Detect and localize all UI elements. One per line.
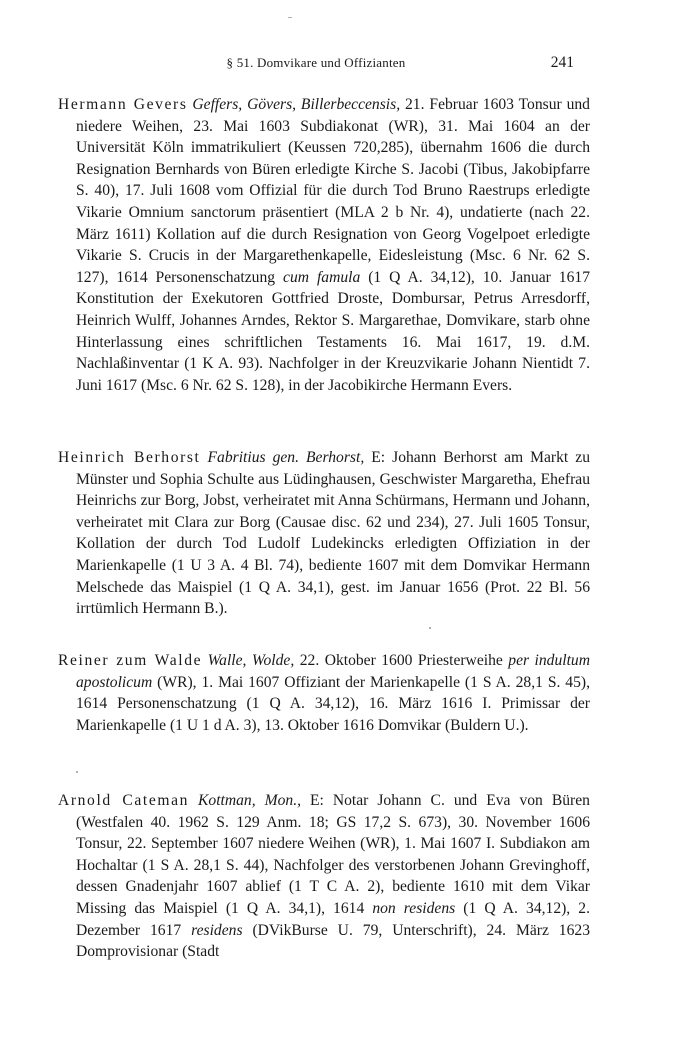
entry-text-cont: (1 Q A. 34,12), 2. Dezember 1617 xyxy=(76,899,590,939)
entry-italic: per indultum apostolicum xyxy=(76,652,590,691)
entry-text-cont: (DVikBurse U. 79, Unterschrift), 24. März 1623 Domprovisionar (Stadt xyxy=(76,921,590,961)
entry-text: 22. Oktober 1600 Priesterweihe xyxy=(299,652,503,669)
entry-arnold-cateman xyxy=(58,790,590,963)
name-variants: Walle, Wolde, xyxy=(207,652,295,669)
entry-name: Heinrich Berhorst xyxy=(58,449,201,466)
scan-speck xyxy=(429,627,431,629)
page-number: 241 xyxy=(550,54,574,71)
name-variants: Fabritius gen. Berhorst, xyxy=(207,449,365,466)
name-variants: Geffers, Gövers, Billerbeccensis, xyxy=(192,96,401,113)
entry-italic: residens xyxy=(191,921,243,939)
entry-italic: cum famula xyxy=(283,268,361,286)
entry-text: 21. Februar 1603 Tonsur und niedere Weihen, 23. Mai 1603 Subdiakonat (WR), 31. Mai 1604 an der Universität Köln immatrikuliert (Keussen 720,285), übernahm 1606 die durch Resignation Bernhards von Büren erledigte Kirche S. Jacobi (Tibus, Jakobipfarre S. 40), 17. Juli 1608 vom Offizial für die durch Tod Bruno Raestrups erledigte Vikarie Omnium sanctorum präsentiert (MLA 2 b Nr. 4), undatierte (nach 22. März 1611) Kollation auf die durch Resignation von Georg Vogelpoet erledigte Vikarie S. Crucis in der Margarethenkapelle, Eidesleistung (Msc. 6 Nr. 62 S. 127), 1614 Personenschatzung xyxy=(76,96,590,286)
entry-text-cont: (WR), 1. Mai 1607 Offiziant der Marienkapelle (1 S A. 28,1 S. 45), 1614 Personenschatzung (1 Q A. 34,12), 16. März 1616 I. Primissar der Marienkapelle (1 U 1 d A. 3), 13. Oktober 1616 Domvikar (Buldern U.). xyxy=(76,673,590,734)
entry-reiner-zum-walde xyxy=(58,650,590,736)
entry-text: E: Notar Johann C. und Eva von Büren (Westfalen 40. 1962 S. 129 Anm. 18; GS 17,2 S. 673), 30. November 1606 Tonsur, 22. September 1607 niedere Weihen (WR), 1. Mai 1607 I. Subdiakon am Hochaltar (1 S A. 28,1 S. 44), Nachfolger des verstorbenen Johann Grevinghoff, dessen Gnadenjahr 1607 ablief (1 T C A. 2), bediente 1610 mit dem Vikar Missing das Maispiel (1 Q A. 34,1), 1614 xyxy=(76,792,590,917)
entry-heinrich-berhorst xyxy=(58,447,590,620)
entry-name: Reiner zum Walde xyxy=(58,652,203,669)
entry-text: E: Johann Berhorst am Markt zu Münster und Sophia Schulte aus Lüdinghausen, Geschwister Margaretha, Ehefrau Heinrichs zur Borg, Jobst, verheiratet mit Anna Schürmans, Hermann und Johann, verheiratet mit Clara zur Borg (Causae disc. 62 und 234), 27. Juli 1605 Tonsur, Kollation der durch Tod Ludolf Ludekincks erledigten Offiziation in der Marienkapelle (1 U 3 A. 4 Bl. 74), bediente 1607 mit dem Domvikar Hermann Melschede das Maispiel (1 Q A. 34,1), gest. im Januar 1656 (Prot. 22 Bl. 56 irrtümlich Hermann B.). xyxy=(76,449,590,618)
name-variants: Kottman, Mon., xyxy=(198,792,301,809)
entry-italic: non residens xyxy=(372,899,456,917)
entry-name: Hermann Gevers xyxy=(58,96,188,113)
scan-speck xyxy=(76,771,78,773)
scan-speck xyxy=(288,17,292,18)
running-title: § 51. Domvikare und Offizianten xyxy=(226,55,406,70)
entry-text-cont: (1 Q A. 34,12), 10. Januar 1617 Konstitution der Exekutoren Gottfried Droste, Dombursar, Petrus Arresdorff, Heinrich Wulff, Johannes Arndes, Rektor S. Margarethae, Domvikare, starb ohne Hinterlassung eines schriftlichen Testaments 16. Mai 1617, 19. d.M. Nachlaßinventar (1 K A. 93). Nachfolger in der Kreuzvikarie Johann Nientidt 7. Juni 1617 (Msc. 6 Nr. 62 S. 128), in der Jacobikirche Hermann Evers. xyxy=(76,268,590,394)
entry-hermann-gevers xyxy=(58,94,590,396)
entry-name: Arnold Cateman xyxy=(58,792,189,809)
page-header xyxy=(58,55,574,79)
